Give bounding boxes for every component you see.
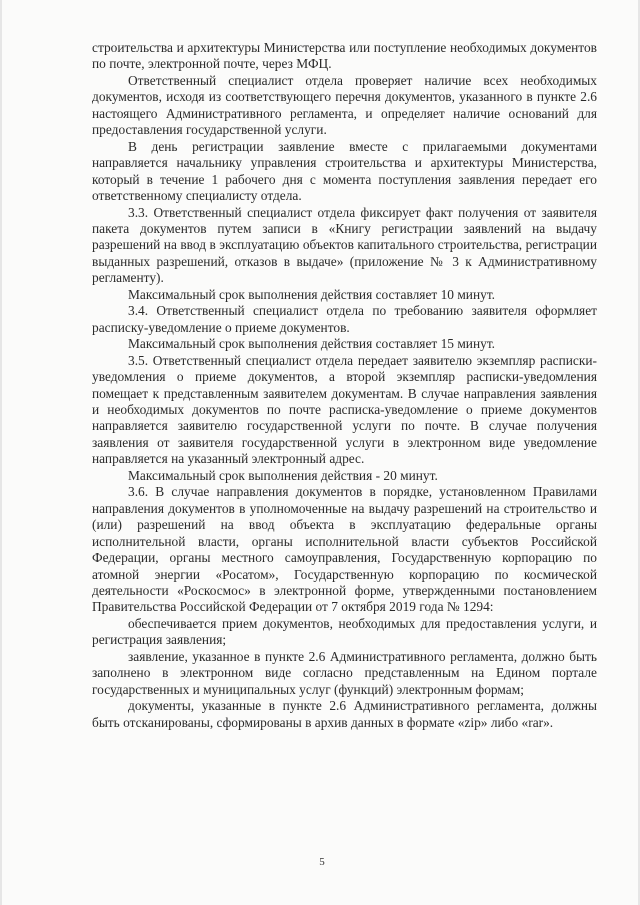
paragraph: документы, указанные в пункте 2.6 Административного регламента, должны быть отсканированы, сформированы в архив данных в формате «zip» либо «rar». — [92, 698, 597, 730]
paragraph: Максимальный срок выполнения действия составляет 15 минут. — [128, 336, 496, 352]
paragraph: Максимальный срок выполнения действия составляет 10 минут. — [128, 286, 496, 302]
paragraph: 3.5. Ответственный специалист отдела передает заявителю экземпляр расписки-уведомления о приеме документов, а второй экземпляр расписки-уведомления помещает к представленным заявителем документам. В случае направления заявления и необходимых документов по почте расписка-уведомление о приеме документов направляется заявителю государственной услуги по почте. В случае получения заявления от заявителя государственной услуги в электронном виде уведомление направляется на указанный электронный адрес. — [92, 352, 597, 467]
paragraph: обеспечивается прием документов, необходимых для предоставления услуги, и регистрация заявления; — [92, 615, 597, 648]
paragraph: Ответственный специалист отдела проверяет наличие всех необходимых документов, исходя из соответствующего перечня документов, указанного в пункте 2.6 настоящего Административного регламента, и определяет наличие оснований для предоставления государственной услуги. — [92, 72, 597, 138]
paragraph: 3.6. В случае направления документов в порядке, установленном Правилами направления документов в уполномоченные на выдачу разрешений на строительство и (или) разрешений на ввод объекта в эксплуатацию федеральные органы исполнительной власти, органы исполнительной власти субъектов Российской Федерации, органы местного самоуправления, Государственную корпорацию по атомной энергии «Росатом», Государственную корпорацию по космической деятельности «Роскосмос» в электронной форме, утвержденными постановлением Правительства Российской Федерации от 7 октября 2019 года № 1294: — [92, 484, 597, 615]
paragraph: 3.4. Ответственный специалист отдела по требованию заявителя оформляет расписку-уведомление о приеме документов. — [92, 303, 597, 335]
page-number: 5 — [319, 856, 325, 868]
paragraph: строительства и архитектуры Министерства или поступление необходимых документов по почте, электронной почте, через МФЦ. — [92, 40, 597, 72]
paragraph: заявление, указанное в пункте 2.6 Административного регламента, должно быть заполнено в электронном виде согласно представленным на Едином портале государственных и муниципальных услуг (функций) электронным формам; — [92, 648, 597, 697]
paragraph: 3.3. Ответственный специалист отдела фиксирует факт получения от заявителя пакета документов путем записи в «Книгу регистрации заявлений на выдачу разрешений на ввод в эксплуатацию объектов капитального строительства, регистрации выданных разрешений, отказов в выдаче» (приложение № 3 к Административному регламенту). — [92, 204, 597, 286]
paragraph: В день регистрации заявление вместе с прилагаемыми документами направляется начальнику управления строительства и архитектуры Министерства, который в течение 1 рабочего дня с момента поступления заявления передает его ответственному специалисту отдела. — [92, 138, 597, 204]
body-text — [92, 40, 597, 731]
paragraph: Максимальный срок выполнения действия - 20 минут. — [128, 467, 438, 483]
